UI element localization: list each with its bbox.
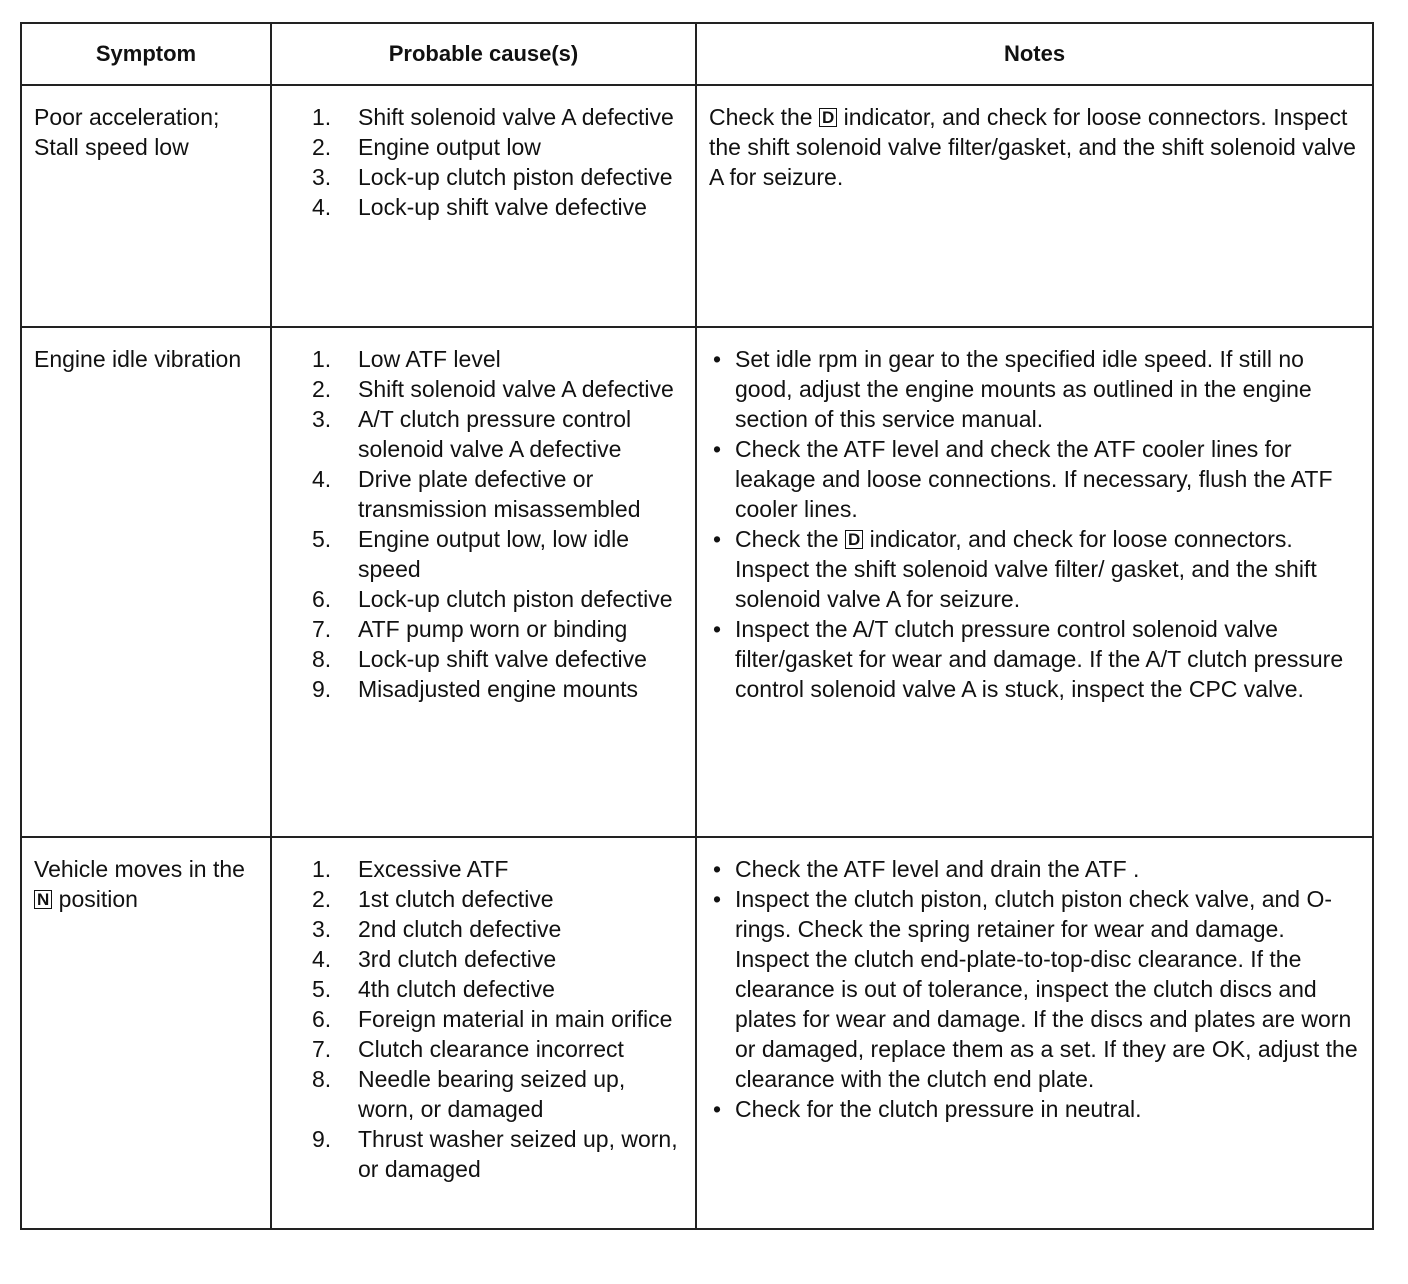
item-number: 2. bbox=[312, 134, 332, 160]
list-item bbox=[282, 614, 685, 644]
cause-text: Lock-up shift valve defective bbox=[358, 646, 647, 672]
header-causes: Probable cause(s) bbox=[271, 23, 696, 85]
cause-text: Shift solenoid valve A defective bbox=[358, 104, 674, 130]
cause-text: Lock-up clutch piston defective bbox=[358, 164, 673, 190]
list-item bbox=[282, 404, 685, 464]
cause-text: 2nd clutch defective bbox=[358, 916, 562, 942]
list-item bbox=[282, 344, 685, 374]
list-item bbox=[282, 132, 685, 162]
cause-text: 1st clutch defective bbox=[358, 886, 554, 912]
note-bullet: • Inspect the A/T clutch pressure control solenoid valve filter/gasket for wear and damage. If the A/T clutch pressure control solenoid valve A is stuck, inspect the CPC valve. bbox=[709, 614, 1362, 704]
notes-list bbox=[709, 344, 1362, 704]
list-item bbox=[282, 1004, 685, 1034]
notes-cell bbox=[696, 85, 1373, 327]
cause-text: Lock-up shift valve defective bbox=[358, 194, 647, 220]
note-text: Check the bbox=[709, 104, 819, 130]
note-bullet: • Inspect the clutch piston, clutch piston check valve, and O-rings. Check the spring retainer for wear and damage. Inspect the clutch end-plate-to-top-disc clearance. If the clearance is out of tolerance, inspect the clutch discs and plates for wear and damage. If the discs and plates are worn or damaged, replace them as a set. If they are OK, adjust the clearance with the clutch end plate. bbox=[709, 884, 1362, 1094]
cause-text: ATF pump worn or binding bbox=[358, 616, 628, 642]
cause-list bbox=[282, 854, 685, 1184]
symptom-cell bbox=[21, 837, 271, 1229]
drive-indicator-icon: D bbox=[819, 108, 837, 127]
item-number: 4. bbox=[312, 194, 332, 220]
header-notes: Notes bbox=[696, 23, 1373, 85]
cause-list bbox=[282, 344, 685, 704]
item-number: 8. bbox=[312, 1066, 332, 1092]
notes-cell bbox=[696, 837, 1373, 1229]
note-bullet: • Check the ATF level and check the ATF cooler lines for leakage and loose connections. If necessary, flush the ATF cooler lines. bbox=[709, 434, 1362, 524]
item-number: 3. bbox=[312, 916, 332, 942]
list-item bbox=[282, 914, 685, 944]
item-number: 5. bbox=[312, 976, 332, 1002]
troubleshooting-table bbox=[20, 22, 1374, 1230]
note-text: Check the bbox=[735, 526, 845, 552]
item-number: 8. bbox=[312, 646, 332, 672]
cause-text: Foreign material in main orifice bbox=[358, 1006, 673, 1032]
item-number: 4. bbox=[312, 466, 332, 492]
note-bullet bbox=[709, 524, 1362, 614]
list-item bbox=[282, 944, 685, 974]
note-text: indicator, and check for loose connectors. Inspect the shift solenoid valve filter/gasket, and the shift solenoid valve A for seizure. bbox=[709, 104, 1356, 190]
item-number: 7. bbox=[312, 616, 332, 642]
item-number: 5. bbox=[312, 526, 332, 552]
cause-text: Shift solenoid valve A defective bbox=[358, 376, 674, 402]
symptom-text: Vehicle moves in the bbox=[34, 856, 245, 882]
list-item bbox=[282, 1034, 685, 1064]
table-row bbox=[21, 837, 1373, 1229]
cause-text: Drive plate defective or transmission misassembled bbox=[358, 466, 641, 522]
cause-text: Thrust washer seized up, worn, or damaged bbox=[358, 1126, 678, 1182]
list-item bbox=[282, 1124, 685, 1184]
item-number: 3. bbox=[312, 406, 332, 432]
troubleshooting-table-wrapper bbox=[20, 22, 1372, 1230]
item-number: 1. bbox=[312, 856, 332, 882]
list-item bbox=[282, 102, 685, 132]
cause-text: Low ATF level bbox=[358, 346, 501, 372]
neutral-indicator-icon: N bbox=[34, 890, 52, 909]
notes-list bbox=[709, 854, 1362, 1124]
symptom-text: position bbox=[52, 886, 138, 912]
drive-indicator-icon: D bbox=[845, 530, 863, 549]
list-item bbox=[282, 1064, 685, 1124]
symptom-cell: Poor acceleration; Stall speed low bbox=[21, 85, 271, 327]
cause-text: Engine output low, low idle speed bbox=[358, 526, 630, 582]
list-item bbox=[282, 374, 685, 404]
cause-text: Engine output low bbox=[358, 134, 541, 160]
causes-cell bbox=[271, 837, 696, 1229]
header-symptom: Symptom bbox=[21, 23, 271, 85]
symptom-cell: Engine idle vibration bbox=[21, 327, 271, 837]
list-item bbox=[282, 884, 685, 914]
list-item bbox=[282, 644, 685, 674]
table-row bbox=[21, 327, 1373, 837]
cause-text: 4th clutch defective bbox=[358, 976, 555, 1002]
item-number: 6. bbox=[312, 1006, 332, 1032]
list-item bbox=[282, 584, 685, 614]
note-bullet: • Check for the clutch pressure in neutral. bbox=[709, 1094, 1362, 1124]
cause-list bbox=[282, 102, 685, 222]
item-number: 3. bbox=[312, 164, 332, 190]
note-bullet: • Check the ATF level and drain the ATF . bbox=[709, 854, 1362, 884]
list-item bbox=[282, 974, 685, 1004]
cause-text: Excessive ATF bbox=[358, 856, 509, 882]
note-text: indicator, and check for loose connectors. Inspect the shift solenoid valve filter/ gasket, and the shift solenoid valve A for seizure. bbox=[735, 526, 1317, 612]
cause-text: 3rd clutch defective bbox=[358, 946, 557, 972]
list-item bbox=[282, 192, 685, 222]
causes-cell bbox=[271, 85, 696, 327]
cause-text: Misadjusted engine mounts bbox=[358, 676, 638, 702]
causes-cell bbox=[271, 327, 696, 837]
item-number: 9. bbox=[312, 676, 332, 702]
table-row bbox=[21, 85, 1373, 327]
note-bullet: • Set idle rpm in gear to the specified idle speed. If still no good, adjust the engine mounts as outlined in the engine section of this service manual. bbox=[709, 344, 1362, 434]
notes-cell bbox=[696, 327, 1373, 837]
cause-text: Clutch clearance incorrect bbox=[358, 1036, 624, 1062]
item-number: 1. bbox=[312, 104, 332, 130]
header-row bbox=[21, 23, 1373, 85]
list-item bbox=[282, 464, 685, 524]
list-item bbox=[282, 674, 685, 704]
item-number: 9. bbox=[312, 1126, 332, 1152]
cause-text: Lock-up clutch piston defective bbox=[358, 586, 673, 612]
cause-text: A/T clutch pressure control solenoid valve A defective bbox=[358, 406, 632, 462]
item-number: 2. bbox=[312, 376, 332, 402]
item-number: 7. bbox=[312, 1036, 332, 1062]
item-number: 2. bbox=[312, 886, 332, 912]
list-item bbox=[282, 854, 685, 884]
cause-text: Needle bearing seized up, worn, or damaged bbox=[358, 1066, 626, 1122]
item-number: 6. bbox=[312, 586, 332, 612]
item-number: 4. bbox=[312, 946, 332, 972]
item-number: 1. bbox=[312, 346, 332, 372]
list-item bbox=[282, 524, 685, 584]
list-item bbox=[282, 162, 685, 192]
